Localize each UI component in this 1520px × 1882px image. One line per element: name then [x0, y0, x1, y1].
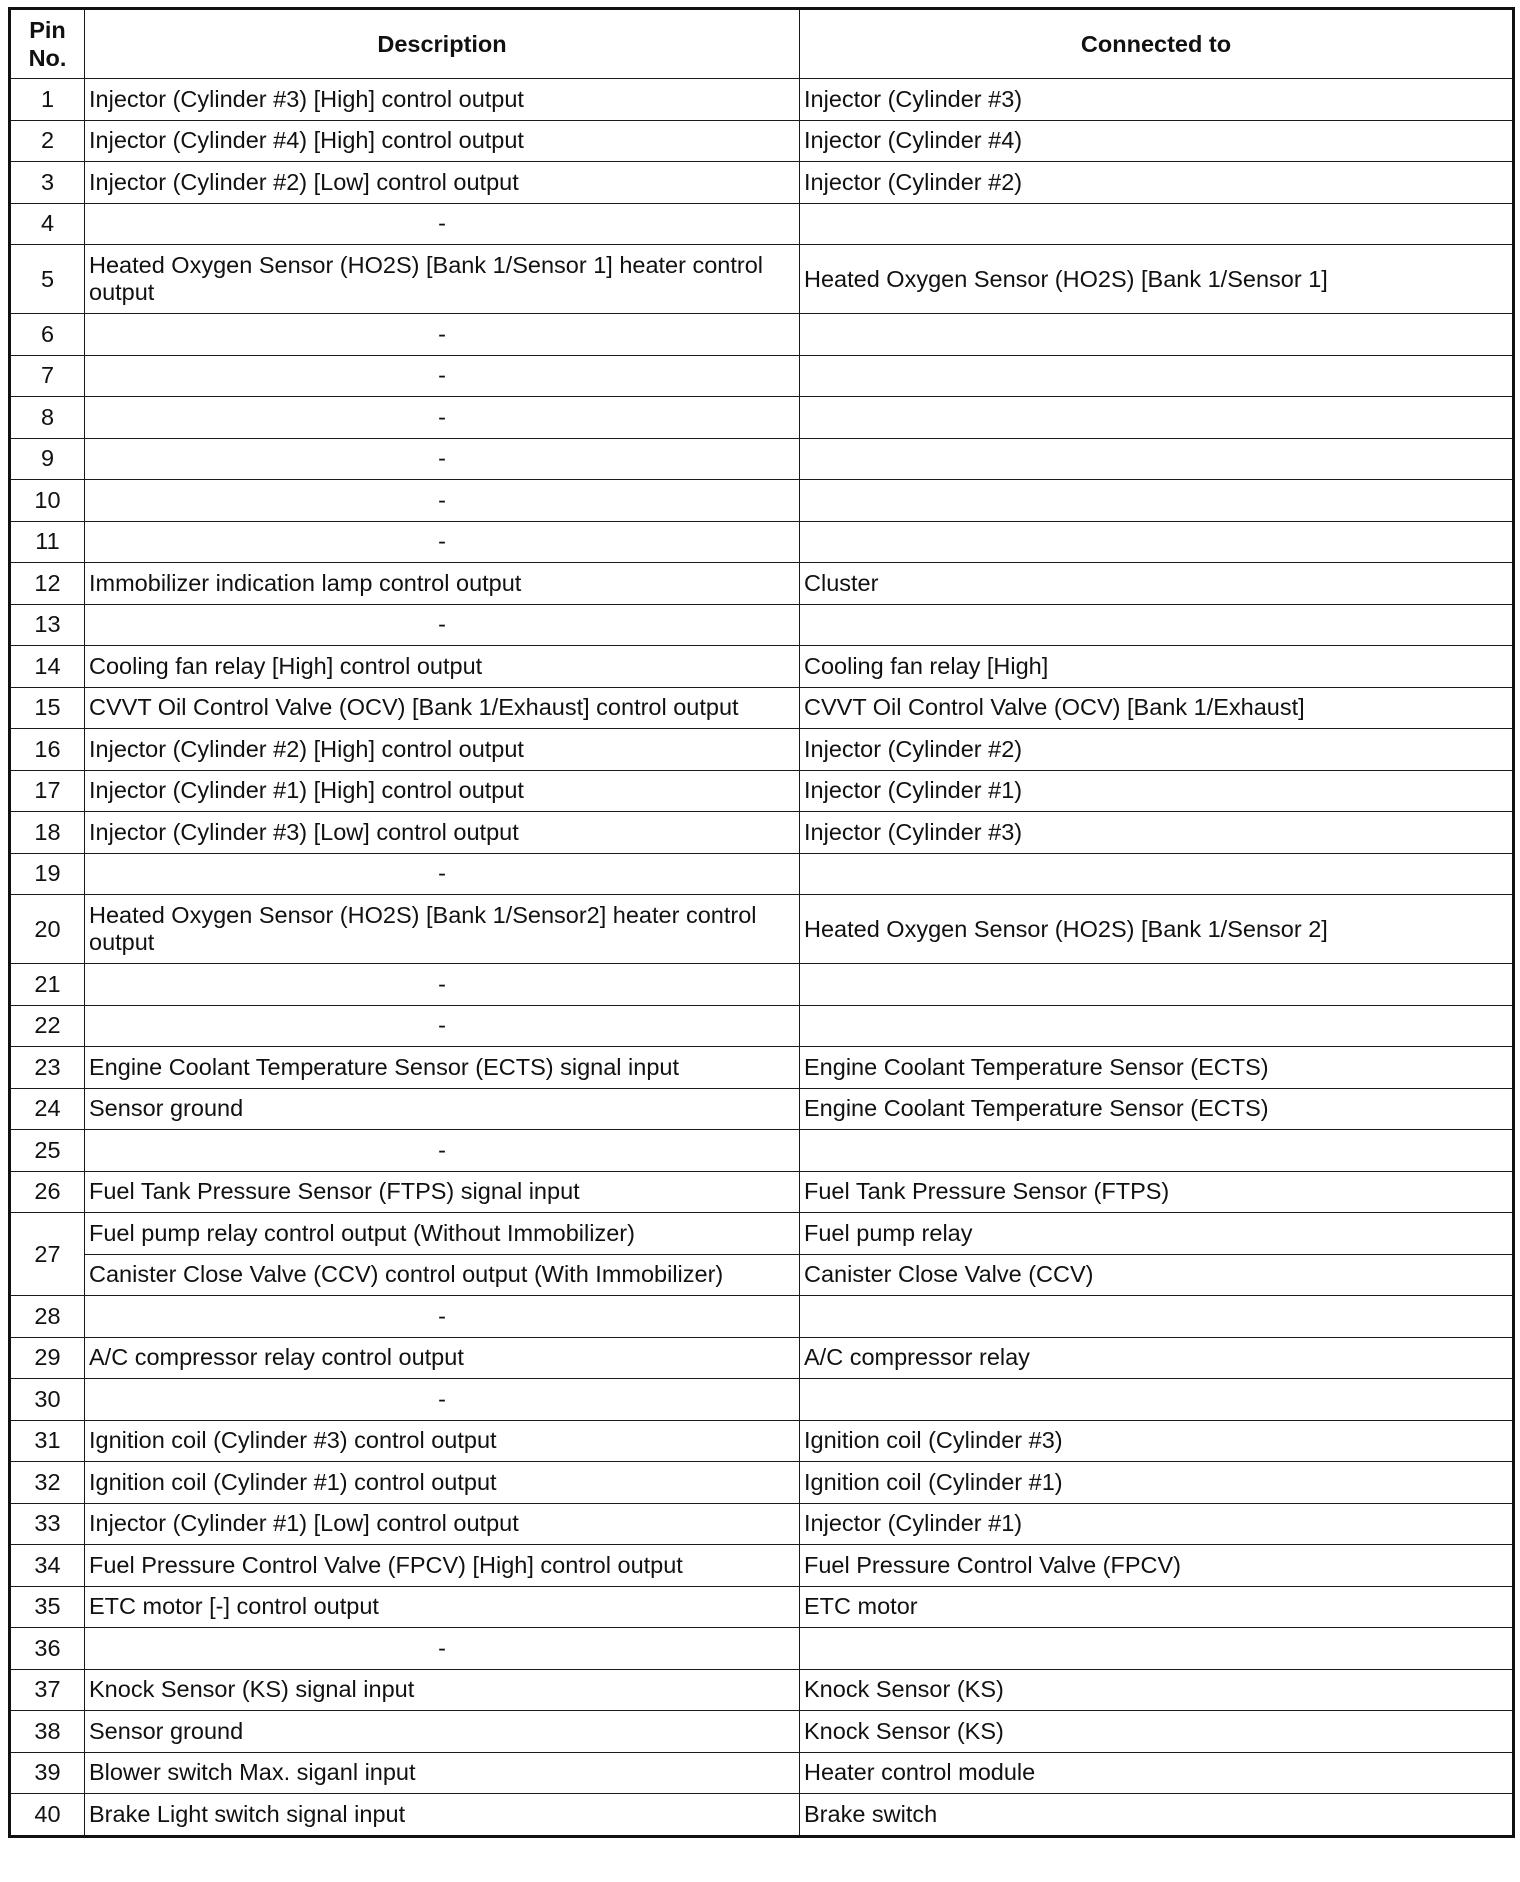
- connected-to-cell: Canister Close Valve (CCV): [800, 1254, 1514, 1296]
- pin-number-cell: 33: [10, 1503, 85, 1545]
- connected-to-cell: Engine Coolant Temperature Sensor (ECTS): [800, 1088, 1514, 1130]
- table-row: [10, 604, 1514, 646]
- description-cell: Engine Coolant Temperature Sensor (ECTS) signal input: [85, 1047, 800, 1089]
- connected-to-cell: [800, 203, 1514, 245]
- connected-to-cell: A/C compressor relay: [800, 1337, 1514, 1379]
- table-row: [10, 1462, 1514, 1504]
- pin-number-cell: 17: [10, 770, 85, 812]
- connected-to-cell: Heated Oxygen Sensor (HO2S) [Bank 1/Sensor 1]: [800, 245, 1514, 314]
- description-cell: Injector (Cylinder #3) [Low] control output: [85, 812, 800, 854]
- table-row: [10, 314, 1514, 356]
- description-cell: Blower switch Max. siganl input: [85, 1752, 800, 1794]
- description-cell: -: [85, 314, 800, 356]
- description-cell: Sensor ground: [85, 1088, 800, 1130]
- connected-to-cell: Heater control module: [800, 1752, 1514, 1794]
- table-row: [10, 1337, 1514, 1379]
- pin-number-cell: 39: [10, 1752, 85, 1794]
- table-row: [10, 964, 1514, 1006]
- pin-number-cell: 31: [10, 1420, 85, 1462]
- pin-number-cell: 9: [10, 438, 85, 480]
- connected-to-cell: Knock Sensor (KS): [800, 1711, 1514, 1753]
- connected-to-cell: Knock Sensor (KS): [800, 1669, 1514, 1711]
- connected-to-cell: Ignition coil (Cylinder #3): [800, 1420, 1514, 1462]
- connected-to-cell: [800, 438, 1514, 480]
- description-cell: -: [85, 355, 800, 397]
- pin-number-cell: 20: [10, 895, 85, 964]
- table-row: [10, 1752, 1514, 1794]
- description-cell: ETC motor [-] control output: [85, 1586, 800, 1628]
- connected-to-cell: [800, 964, 1514, 1006]
- table-row: [10, 1545, 1514, 1587]
- table-row: [10, 480, 1514, 522]
- connected-to-cell: Injector (Cylinder #1): [800, 1503, 1514, 1545]
- connected-to-cell: Injector (Cylinder #2): [800, 162, 1514, 204]
- pin-number-cell: 15: [10, 687, 85, 729]
- pin-number-cell: 27: [10, 1213, 85, 1296]
- description-cell: -: [85, 521, 800, 563]
- pin-number-cell: 25: [10, 1130, 85, 1172]
- table-row: [10, 729, 1514, 771]
- table-row: [10, 1254, 1514, 1296]
- connected-to-cell: Injector (Cylinder #3): [800, 812, 1514, 854]
- pin-number-cell: 5: [10, 245, 85, 314]
- connected-to-cell: ETC motor: [800, 1586, 1514, 1628]
- pin-number-cell: 29: [10, 1337, 85, 1379]
- table-row: [10, 245, 1514, 314]
- header-row: [10, 9, 1514, 79]
- description-cell: -: [85, 397, 800, 439]
- description-cell: Sensor ground: [85, 1711, 800, 1753]
- description-cell: Injector (Cylinder #4) [High] control output: [85, 120, 800, 162]
- description-cell: -: [85, 1379, 800, 1421]
- table-row: [10, 203, 1514, 245]
- header-pin-no: [10, 9, 85, 79]
- connected-to-cell: Injector (Cylinder #3): [800, 79, 1514, 121]
- description-cell: Fuel Tank Pressure Sensor (FTPS) signal input: [85, 1171, 800, 1213]
- description-cell: Ignition coil (Cylinder #3) control output: [85, 1420, 800, 1462]
- connected-to-cell: [800, 1005, 1514, 1047]
- table-row: [10, 79, 1514, 121]
- description-cell: Fuel pump relay control output (Without Immobilizer): [85, 1213, 800, 1255]
- description-cell: -: [85, 1628, 800, 1670]
- description-cell: Canister Close Valve (CCV) control output (With Immobilizer): [85, 1254, 800, 1296]
- description-cell: Injector (Cylinder #2) [High] control output: [85, 729, 800, 771]
- description-cell: -: [85, 480, 800, 522]
- description-cell: Cooling fan relay [High] control output: [85, 646, 800, 688]
- pin-number-cell: 16: [10, 729, 85, 771]
- connected-to-cell: Brake switch: [800, 1794, 1514, 1837]
- description-cell: -: [85, 1130, 800, 1172]
- header-connected-to: Connected to: [800, 9, 1514, 79]
- connected-to-cell: Fuel pump relay: [800, 1213, 1514, 1255]
- connected-to-cell: [800, 1628, 1514, 1670]
- table-row: [10, 120, 1514, 162]
- pin-number-cell: 12: [10, 563, 85, 605]
- connected-to-cell: Cluster: [800, 563, 1514, 605]
- pin-number-cell: 28: [10, 1296, 85, 1338]
- description-cell: A/C compressor relay control output: [85, 1337, 800, 1379]
- header-description: Description: [85, 9, 800, 79]
- pin-number-cell: 10: [10, 480, 85, 522]
- table-row: [10, 812, 1514, 854]
- table-row: [10, 1171, 1514, 1213]
- connected-to-cell: Injector (Cylinder #1): [800, 770, 1514, 812]
- pin-number-cell: 1: [10, 79, 85, 121]
- description-cell: Knock Sensor (KS) signal input: [85, 1669, 800, 1711]
- connected-to-cell: Injector (Cylinder #4): [800, 120, 1514, 162]
- table-row: [10, 1794, 1514, 1837]
- header-pin-line1: Pin: [29, 17, 66, 43]
- pin-number-cell: 24: [10, 1088, 85, 1130]
- table-row: [10, 397, 1514, 439]
- table-row: [10, 438, 1514, 480]
- table-row: [10, 1296, 1514, 1338]
- pin-number-cell: 34: [10, 1545, 85, 1587]
- description-cell: Immobilizer indication lamp control output: [85, 563, 800, 605]
- description-cell: -: [85, 964, 800, 1006]
- pin-number-cell: 11: [10, 521, 85, 563]
- table-row: [10, 895, 1514, 964]
- connected-to-cell: [800, 521, 1514, 563]
- description-cell: Brake Light switch signal input: [85, 1794, 800, 1837]
- table-row: [10, 1379, 1514, 1421]
- table-row: [10, 853, 1514, 895]
- pin-number-cell: 30: [10, 1379, 85, 1421]
- pin-number-cell: 13: [10, 604, 85, 646]
- pin-number-cell: 22: [10, 1005, 85, 1047]
- table-row: [10, 687, 1514, 729]
- connected-to-cell: Heated Oxygen Sensor (HO2S) [Bank 1/Sensor 2]: [800, 895, 1514, 964]
- connected-to-cell: [800, 1130, 1514, 1172]
- description-cell: Heated Oxygen Sensor (HO2S) [Bank 1/Sensor2] heater control output: [85, 895, 800, 964]
- pin-number-cell: 40: [10, 1794, 85, 1837]
- pin-number-cell: 19: [10, 853, 85, 895]
- table-row: [10, 521, 1514, 563]
- description-cell: -: [85, 1005, 800, 1047]
- description-cell: CVVT Oil Control Valve (OCV) [Bank 1/Exhaust] control output: [85, 687, 800, 729]
- pin-number-cell: 21: [10, 964, 85, 1006]
- pin-number-cell: 23: [10, 1047, 85, 1089]
- pin-number-cell: 7: [10, 355, 85, 397]
- pin-number-cell: 4: [10, 203, 85, 245]
- table-row: [10, 646, 1514, 688]
- connected-to-cell: [800, 480, 1514, 522]
- connected-to-cell: [800, 355, 1514, 397]
- table-row: [10, 1047, 1514, 1089]
- description-cell: Heated Oxygen Sensor (HO2S) [Bank 1/Sensor 1] heater control output: [85, 245, 800, 314]
- pin-number-cell: 3: [10, 162, 85, 204]
- pin-number-cell: 36: [10, 1628, 85, 1670]
- pin-number-cell: 18: [10, 812, 85, 854]
- connected-to-cell: [800, 1296, 1514, 1338]
- description-cell: -: [85, 203, 800, 245]
- connected-to-cell: CVVT Oil Control Valve (OCV) [Bank 1/Exhaust]: [800, 687, 1514, 729]
- pin-number-cell: 26: [10, 1171, 85, 1213]
- table-row: [10, 770, 1514, 812]
- pin-number-cell: 35: [10, 1586, 85, 1628]
- description-cell: -: [85, 604, 800, 646]
- pin-number-cell: 37: [10, 1669, 85, 1711]
- description-cell: Fuel Pressure Control Valve (FPCV) [High] control output: [85, 1545, 800, 1587]
- connected-to-cell: [800, 314, 1514, 356]
- table-row: [10, 1503, 1514, 1545]
- description-cell: -: [85, 438, 800, 480]
- table-row: [10, 1669, 1514, 1711]
- table-row: [10, 1420, 1514, 1462]
- connected-to-cell: Ignition coil (Cylinder #1): [800, 1462, 1514, 1504]
- description-cell: Injector (Cylinder #1) [Low] control output: [85, 1503, 800, 1545]
- header-pin-line2: No.: [28, 45, 67, 71]
- pin-number-cell: 8: [10, 397, 85, 439]
- connected-to-cell: [800, 397, 1514, 439]
- pin-number-cell: 14: [10, 646, 85, 688]
- table-row: [10, 1213, 1514, 1255]
- connected-to-cell: [800, 1379, 1514, 1421]
- description-cell: Ignition coil (Cylinder #1) control output: [85, 1462, 800, 1504]
- connected-to-cell: Fuel Pressure Control Valve (FPCV): [800, 1545, 1514, 1587]
- table-row: [10, 355, 1514, 397]
- description-cell: Injector (Cylinder #1) [High] control output: [85, 770, 800, 812]
- table-row: [10, 1711, 1514, 1753]
- table-row: [10, 563, 1514, 605]
- table-row: [10, 1586, 1514, 1628]
- pin-number-cell: 38: [10, 1711, 85, 1753]
- table-row: [10, 1628, 1514, 1670]
- description-cell: -: [85, 1296, 800, 1338]
- pin-number-cell: 32: [10, 1462, 85, 1504]
- description-cell: -: [85, 853, 800, 895]
- connected-to-cell: Engine Coolant Temperature Sensor (ECTS): [800, 1047, 1514, 1089]
- table-header: [10, 9, 1514, 79]
- description-cell: Injector (Cylinder #2) [Low] control output: [85, 162, 800, 204]
- connected-to-cell: [800, 604, 1514, 646]
- table-body: [10, 79, 1514, 1837]
- connected-to-cell: Cooling fan relay [High]: [800, 646, 1514, 688]
- table-row: [10, 1130, 1514, 1172]
- pin-number-cell: 6: [10, 314, 85, 356]
- pin-number-cell: 2: [10, 120, 85, 162]
- table-row: [10, 1005, 1514, 1047]
- table-row: [10, 162, 1514, 204]
- connected-to-cell: Fuel Tank Pressure Sensor (FTPS): [800, 1171, 1514, 1213]
- pin-connection-table: [8, 7, 1515, 1838]
- connected-to-cell: [800, 853, 1514, 895]
- description-cell: Injector (Cylinder #3) [High] control output: [85, 79, 800, 121]
- connected-to-cell: Injector (Cylinder #2): [800, 729, 1514, 771]
- table-row: [10, 1088, 1514, 1130]
